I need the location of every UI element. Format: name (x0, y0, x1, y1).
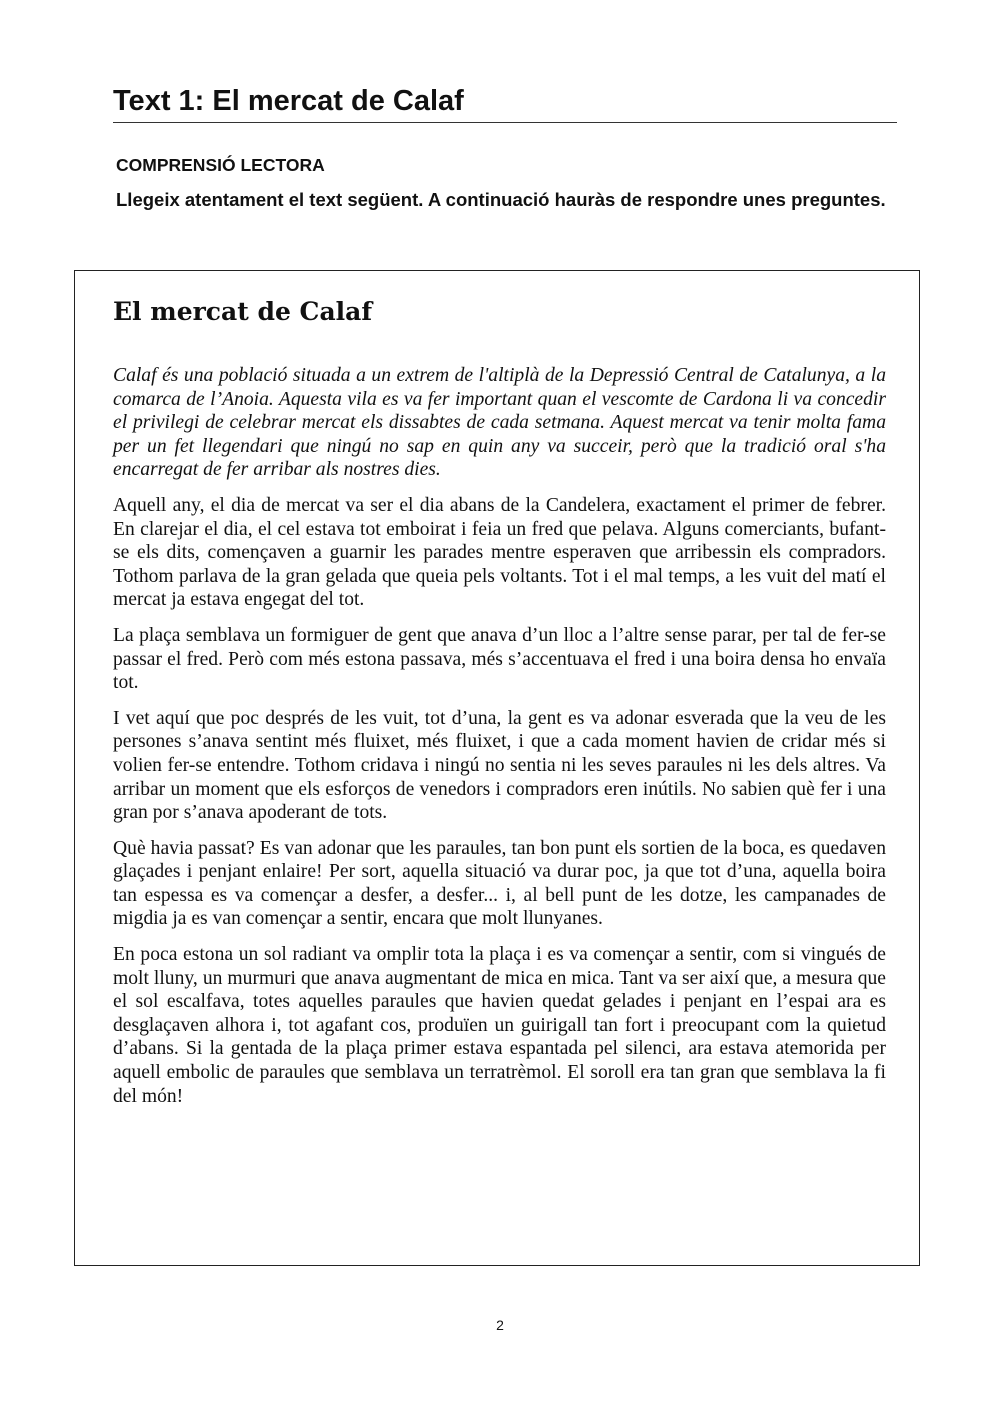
section-heading: COMPRENSIÓ LECTORA (116, 155, 325, 175)
story-paragraph: En poca estona un sol radiant va omplir tota la plaça i es va començar a sentir, com si vingués de molt lluny, un murmuri que anava augmentant de mica en mica. Tant va ser així que, a mesura que el sol escalfava, totes aquelles paraules que havien quedat gelades i penjant en l’espai ara es desglaçaven alhora i, tot agafant cos, produïen un guirigall tan fort i preocupant com la quietud d’abans. Si la gentada de la plaça primer estava espantada pel silenci, ara estava atemorida per aquell embolic de paraules que semblava un terratrèmol. El soroll era tan gran que semblava la fi del món! (113, 944, 886, 1107)
story-paragraph: La plaça semblava un formiguer de gent que anava d’un lloc a l’altre sense parar, per tal de fer-se passar el fred. Però com més estona passava, més s’accentuava el fred i una boira densa ho envaïa tot. (113, 624, 886, 694)
page-number: 2 (496, 1317, 504, 1333)
instructions-text: Llegeix atentament el text següent. A continuació hauràs de respondre unes preguntes. (116, 189, 886, 210)
story-intro-paragraph: Calaf és una població situada a un extrem de l'altiplà de la Depressió Central de Catalunya, a la comarca de l’Anoia. Aquesta vila es va fer important quan el vescomte de Cardona li va concedir el privilegi de celebrar mercat els dissabtes de cada setmana. Aquest mercat va tenir molta fama per un fet llegendari que ningú no sap en quin any va succeir, però que la tradició oral s'ha encarregat de fer arribar als nostres dies. (113, 365, 886, 481)
story-paragraph: Què havia passat? Es van adonar que les paraules, tan bon punt els sortien de la boca, es quedaven glaçades i penjant enlaire! Per sort, aquella situació va durar poc, ja que tot d’una, aquella boira tan espessa es va començar a desfer, a desfer... i, al bell punt de les dotze, les campanades de migdia ja es van començar a sentir, encara que molt llunyanes. (113, 837, 886, 930)
story-body (113, 364, 886, 1120)
story-paragraph: Aquell any, el dia de mercat va ser el dia abans de la Candelera, exactament el primer de febrer. En clarejar el dia, el cel estava tot emboirat i feia un fred que pelava. Alguns comerciants, bufant-se els dits, començaven a guarnir les parades mentre esperaven que arribessin els compradors. Tothom parlava de la gran gelada que queia pels voltants. Tot i el mal temps, a les vuit del matí el mercat ja estava engegat del tot. (113, 494, 886, 611)
reading-text-box (74, 270, 920, 1266)
page-title: Text 1: El mercat de Calaf (113, 84, 897, 123)
story-title: El mercat de Calaf (113, 297, 373, 326)
story-paragraph: I vet aquí que poc després de les vuit, tot d’una, la gent es va adonar esverada que la veu de les persones s’anava sentint més fluixet, més fluixet, i que a cada moment havien de cridar més si volien fer-se entendre. Tothom cridava i ningú no sentia ni les seves paraules ni les dels altres. Va arribar un moment que els esforços de venedors i compradors eren inútils. No sabien què fer i una gran por s’anava apoderant de tots. (113, 707, 886, 824)
